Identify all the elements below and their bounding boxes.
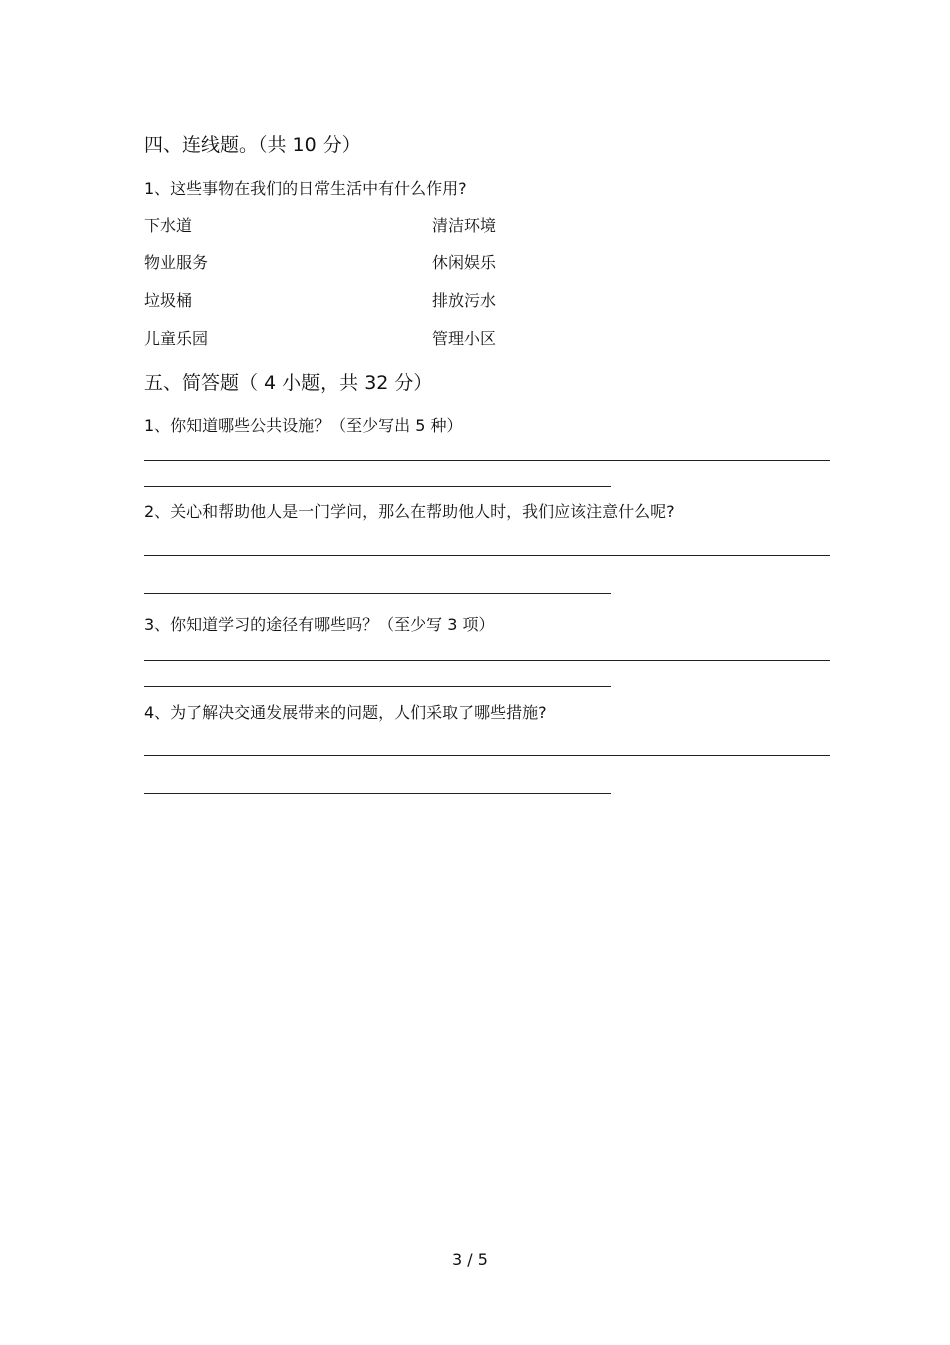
section4-question-1: 1、这些事物在我们的日常生活中有什么作用? [144,179,467,198]
answer-line[interactable] [144,660,830,661]
page-number: 3 / 5 [452,1250,488,1269]
section5-question-2: 2、关心和帮助他人是一门学问，那么在帮助他人时，我们应该注意什么呢? [144,502,675,521]
match-left-item[interactable]: 垃圾桶 [144,291,193,310]
section5-question-3: 3、你知道学习的途径有哪些吗？（至少写 3 项） [144,615,495,634]
match-right-item[interactable]: 清洁环境 [432,216,497,235]
answer-line[interactable] [144,555,830,556]
match-left-item[interactable]: 儿童乐园 [144,329,209,348]
match-right-item[interactable]: 休闲娱乐 [432,253,497,272]
answer-line[interactable] [144,486,611,487]
match-right-item[interactable]: 管理小区 [432,329,497,348]
match-left-item[interactable]: 物业服务 [144,253,209,272]
answer-line[interactable] [144,755,830,756]
match-right-item[interactable]: 排放污水 [432,291,497,310]
answer-line[interactable] [144,593,611,594]
answer-line[interactable] [144,686,611,687]
match-left-item[interactable]: 下水道 [144,216,193,235]
section5-heading: 五、简答题（ 4 小题，共 32 分） [144,372,433,394]
section4-heading: 四、连线题。（共 10 分） [144,134,361,156]
section5-question-1: 1、你知道哪些公共设施？（至少写出 5 种） [144,416,463,435]
answer-line[interactable] [144,460,830,461]
answer-line[interactable] [144,793,611,794]
section5-question-4: 4、为了解决交通发展带来的问题，人们采取了哪些措施? [144,703,547,722]
